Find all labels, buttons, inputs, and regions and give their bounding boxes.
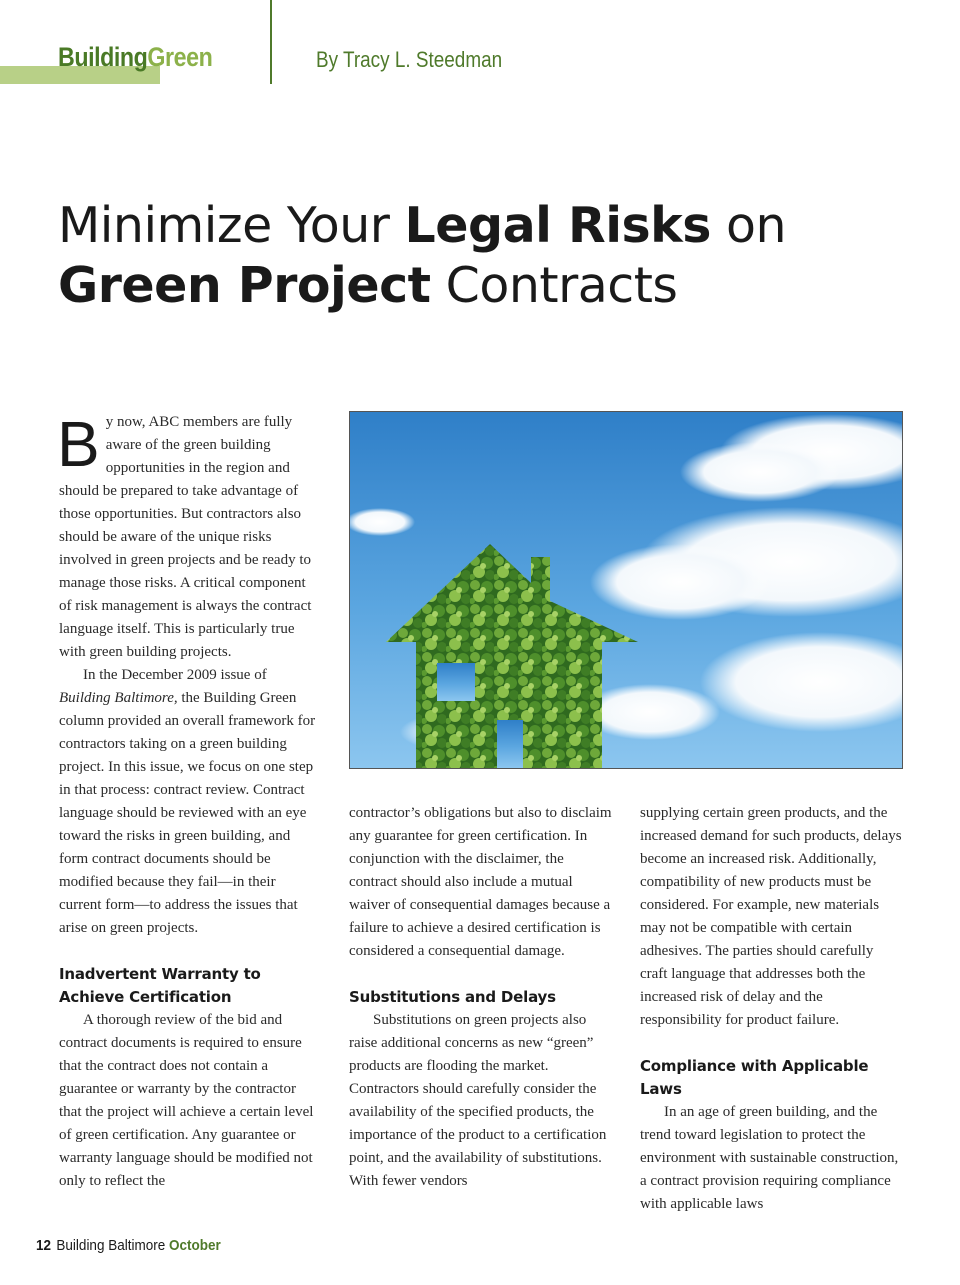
paragraph: Substitutions on green projects also raise additional concerns as new “green” products are flooding the market. Contractors should carefully consider the availability of the specified products, the importance of the product to a certification point, and the availability of substitutions. With fewer vendors [349,1012,607,1189]
paragraph: supplying certain green products, and the increased demand for such products, delays become an increased risk. Additionally, compatibility of new products must be considered. For example, new materials may not be compatible with certain adhesives. The parties should carefully craft language that addresses both the increased risk of delay and the responsibility for product failure. [640,805,902,1028]
title-line1-part1: Minimize Your [58,197,405,254]
paragraph [57,408,321,664]
section-label-green: Green [147,42,213,72]
paragraph: contractor’s obligations but also to disclaim any guarantee for green certification. In conjunction with the disclaimer, the contract should also include a mutual waiver of consequential damages because a failure to achieve a desired certification is considered a consequential damage. [349,805,612,959]
paragraph-text: In the December 2009 issue of [83,667,267,683]
article-title [58,196,786,316]
title-line1-part2: on [710,197,787,254]
subhead-compliance: Compliance with Applicable Laws [640,1057,869,1098]
house-of-leaves-against-sky-icon [350,412,902,768]
paragraph-text: y now, ABC members are fully aware of the green building opportunities in the region and should be prepared to take advantage of those opportunities. But contractors also should be aware of the unique risks involved in green projects and be ready to manage those risks. A critical component of risk management is always the contract language itself. This is particularly true with green building projects. [59,414,312,660]
issue-month: October [168,1237,221,1254]
page-number: 12 [36,1237,52,1254]
article-column-3 [640,802,903,1216]
article-column-1 [57,408,321,1193]
subhead-warranty: Inadvertent Warranty to Achieve Certification [59,965,261,1006]
magazine-name: Building Baltimore [56,1237,166,1254]
title-line1-bold: Legal Risks [404,197,711,254]
section-label-building: Building [58,42,148,72]
byline: By Tracy L. Steedman [316,47,503,72]
magazine-title-italic: Building Baltimore, [59,690,178,706]
section-label [58,40,212,74]
subhead-substitutions: Substitutions and Delays [349,988,556,1006]
paragraph [59,664,321,940]
header-divider [270,0,272,84]
title-line2-bold: Green Project [58,257,431,314]
house-leaves-photo [349,411,903,769]
paragraph: A thorough review of the bid and contract documents is required to ensure that the contract does not contain a guarantee or warranty by the contractor that the project will achieve a certain level of green certification. Any guarantee or warranty language should be modified not only to reflect the [59,1012,314,1189]
title-line2-part2: Contracts [430,257,678,314]
paragraph-text: the Building Green column provided an overall framework for contractors taking on a green building project. In this issue, we focus on one step in that process: contract review. Contract language should be reviewed with an eye toward the risks in green building, and form contract documents should be modified because they fail—in their current form—to address the issues that arise on green projects. [59,690,316,936]
article-column-2 [349,802,612,1193]
page-folio [36,1236,221,1256]
paragraph: In an age of green building, and the trend toward legislation to protect the environment with sustainable construction, a contract provision requiring compliance with applicable laws [640,1104,899,1212]
drop-cap: B [57,408,100,480]
